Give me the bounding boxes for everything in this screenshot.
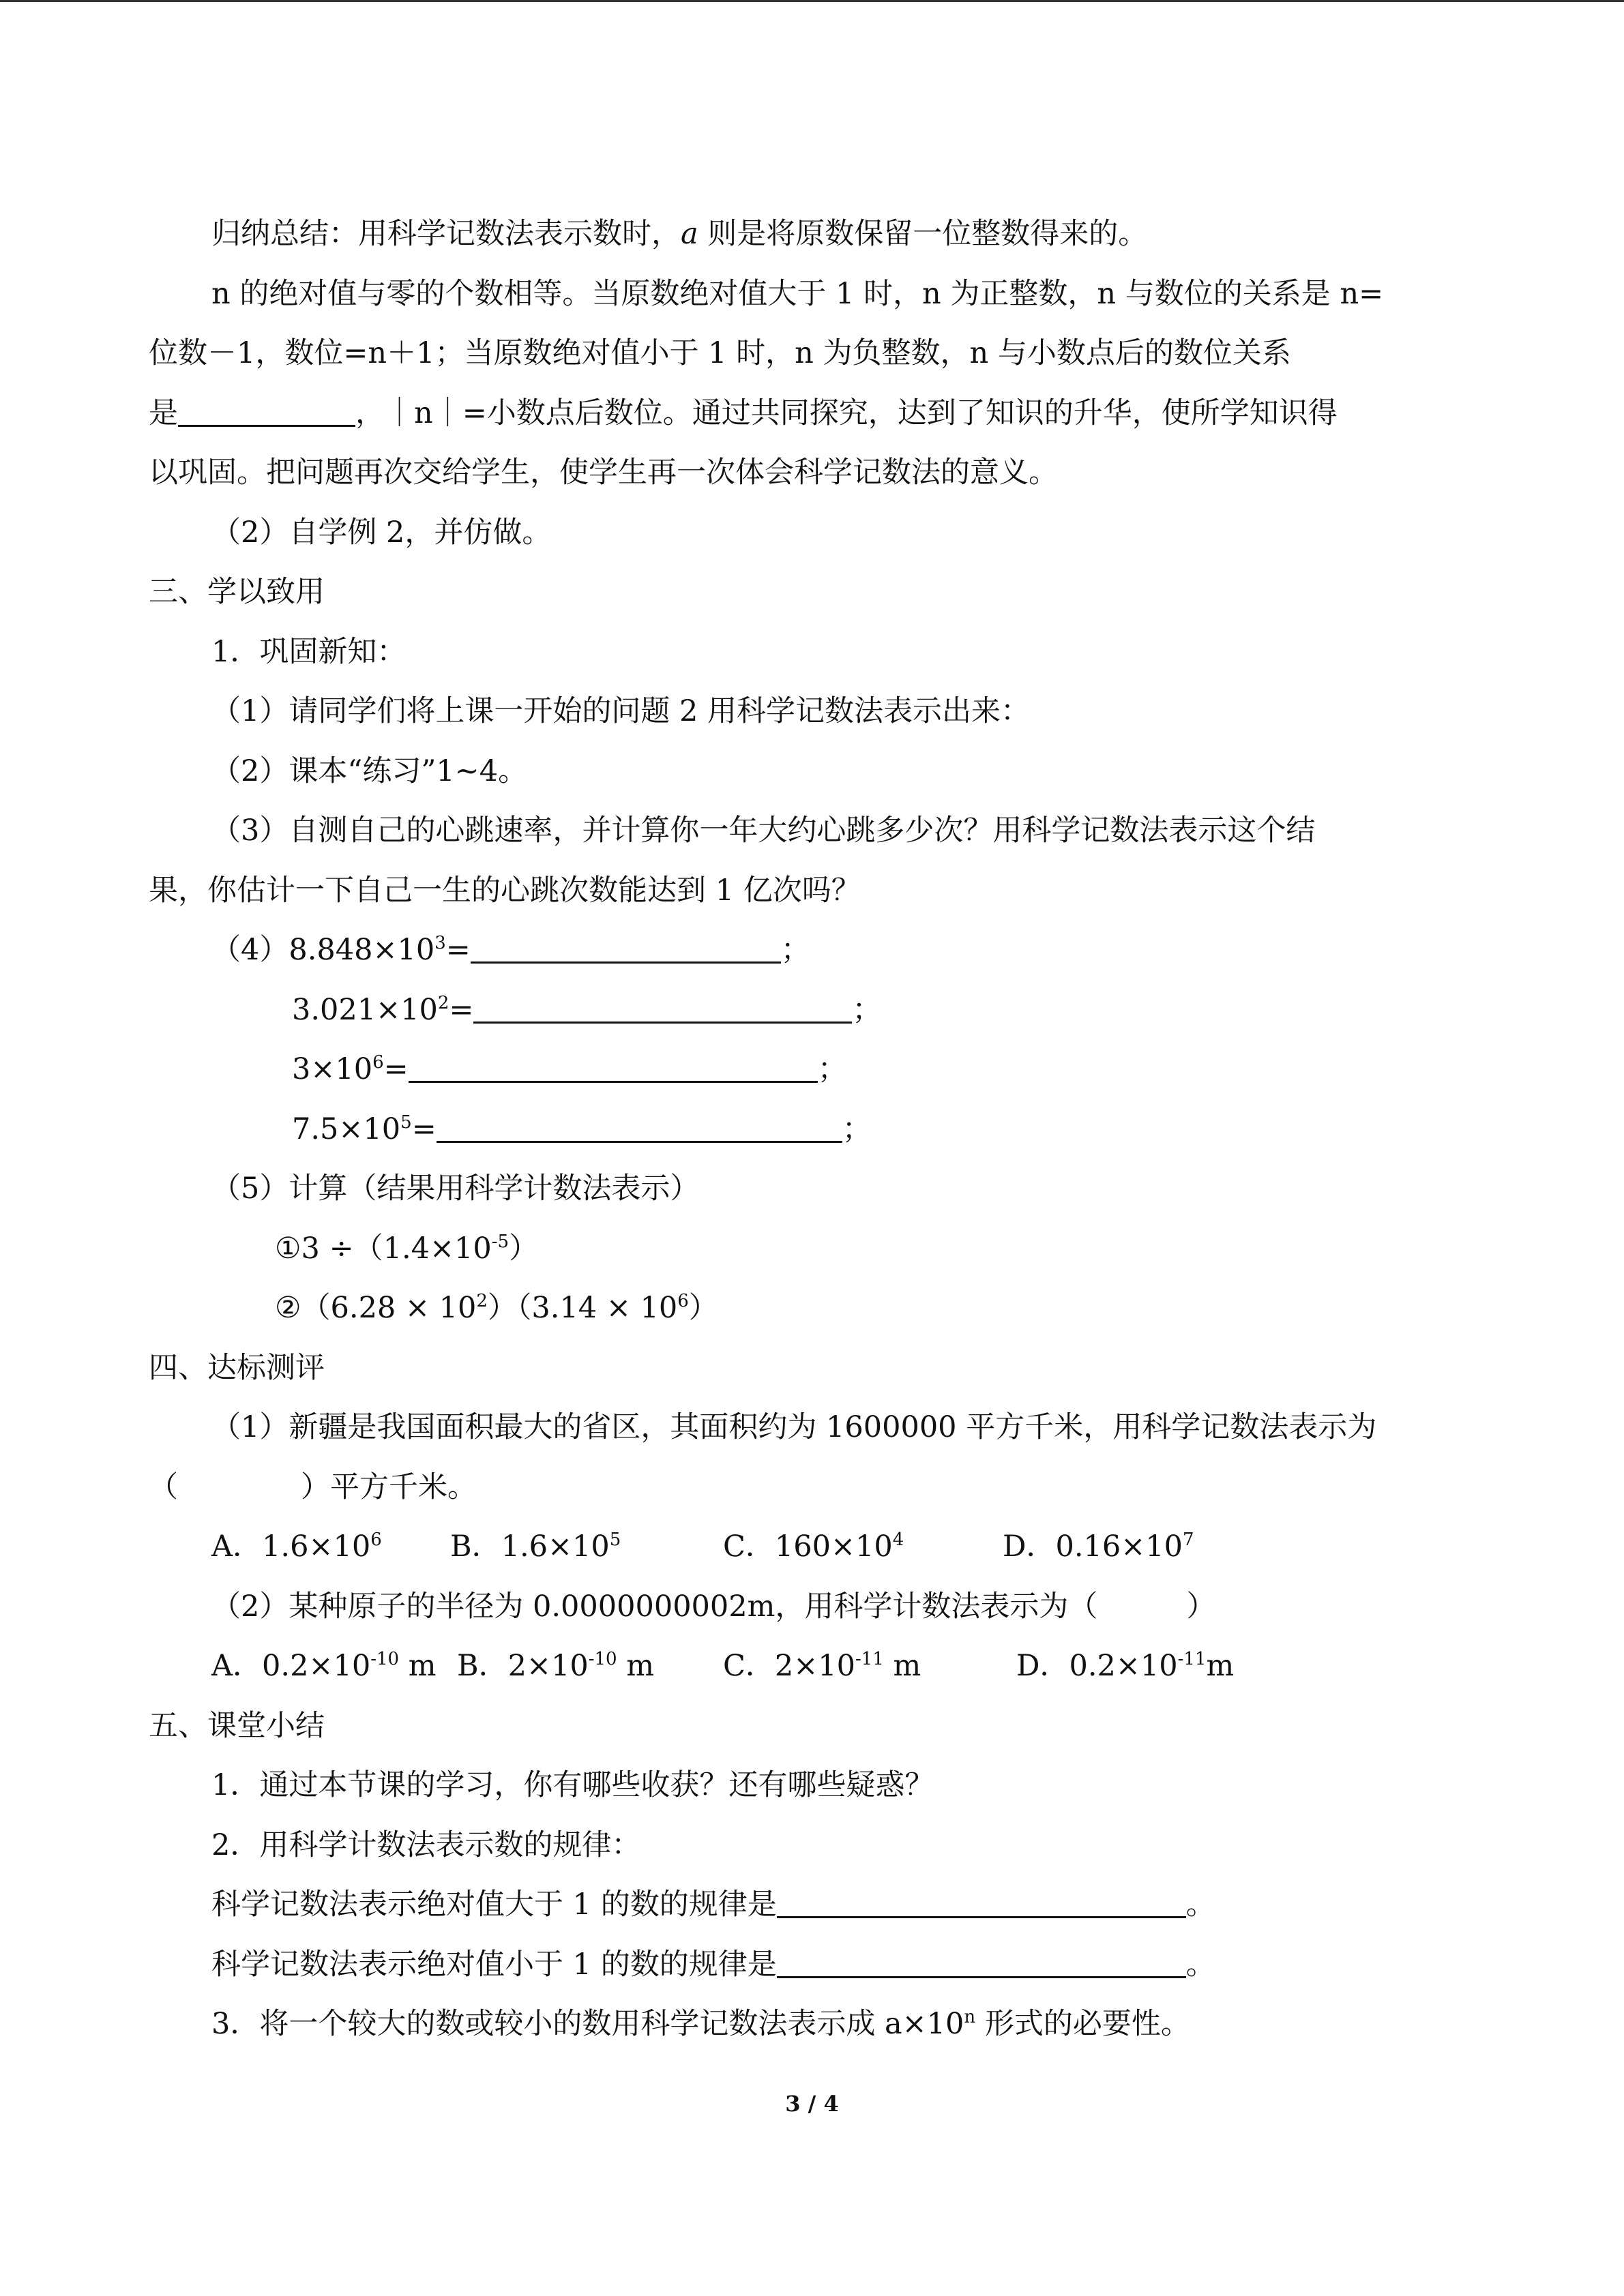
option-c[interactable]: C．$160\times 10^4$ [723, 1530, 904, 1564]
answer-blank[interactable] [437, 1114, 842, 1143]
question: （1）新疆是我国面积最大的省区，其面积约为 1600000 平方千米，用科学记数法表示为 [211, 1410, 1377, 1444]
question-continued: 果，你估计一下自己一生的心跳次数能达到 1 亿次吗？ [149, 873, 861, 908]
answer-blank[interactable] [178, 398, 355, 427]
summary-item: 2．用科学计数法表示数的规律： [211, 1828, 641, 1862]
question: （5）计算（结果用科学计数法表示） [211, 1172, 700, 1206]
answer-blank[interactable] [777, 1949, 1186, 1978]
section-heading: 五、课堂小结 [149, 1708, 325, 1743]
answer-blank[interactable] [409, 1054, 818, 1083]
choice-row [149, 1517, 1479, 1577]
question: （3）自测自己的心跳速率，并计算你一年大约心跳多少次？用科学记数法表示这个结 [211, 814, 1316, 848]
rule-line: 科学记数法表示绝对值小于 1 的数的规律是 。 [211, 1947, 1215, 1982]
calc-item: ②（6.28 × $10^2)(3.14 \times 10^6)$ [275, 1291, 718, 1325]
answer-blank[interactable] [777, 1889, 1186, 1918]
rule-line: 科学记数法表示绝对值大于 1 的数的规律是 。 [211, 1888, 1215, 1922]
question-continued: （ ）平方千米。 [149, 1470, 477, 1504]
page-number: 3 / 4 [785, 2091, 839, 2117]
option-b[interactable]: B．$1.6\times 10^5$ [450, 1530, 621, 1564]
question: （2）某种原子的半径为 0.0000000002m，用科学计数法表示为（ ） [211, 1589, 1216, 1624]
summary-line: 归纳总结：用科学记数法表示数时，a 则是将原数保留一位整数得来的。 [211, 217, 1148, 251]
paragraph-line: n 的绝对值与零的个数相等。当原数绝对值大于 1 时，n 为正整数，n 与数位的关系是 n= [211, 276, 1384, 311]
answer-blank[interactable] [471, 934, 781, 964]
section-heading: 四、达标测评 [149, 1350, 325, 1385]
summary-item: 1．通过本节课的学习，你有哪些收获？还有哪些疑惑？ [211, 1768, 934, 1802]
conversion-row: $3.021\times 10^2=$ ； [292, 992, 882, 1027]
choice-row [149, 1637, 1479, 1697]
option-a[interactable]: A．$1.6\times 10^6$ [211, 1530, 382, 1564]
conversion-row: $(4)8.848\times 10^3=$ ； [211, 933, 810, 967]
calc-item: ①3 $\div(1.4\times 10^{-5})$ [275, 1231, 539, 1266]
option-a[interactable]: A．$0.2\times 10^{-10}$ m [211, 1649, 437, 1683]
option-c[interactable]: C．$2\times 10^{-11}$ m [723, 1649, 921, 1683]
section-heading: 三、学以致用 [149, 575, 325, 609]
summary-item: 3．将一个较大的数或较小的数用科学记数法表示成 $a\times 10^n$ 形式的必要性。 [211, 2007, 1190, 2041]
self-study-item: （2）自学例 2，并仿做。 [211, 515, 552, 550]
option-d[interactable]: D．$0.2\times 10^{-11}m$ [1016, 1649, 1235, 1683]
option-d[interactable]: D．$0.16\times 10^7$ [1003, 1530, 1194, 1564]
conversion-row: $3\times 10^6=$ ； [292, 1052, 847, 1086]
paragraph-line: 位数－1，数位=n＋1；当原数绝对值小于 1 时，n 为负整数，n 与小数点后的数位关系 [149, 336, 1291, 370]
question: （1）请同学们将上课一开始的问题 2 用科学记数法表示出来： [211, 694, 1031, 728]
document-body [149, 205, 1479, 2055]
top-border [0, 0, 1624, 2]
paragraph-line: 是 ，｜n｜=小数点后数位。通过共同探究，达到了知识的升华，使所学知识得 [149, 396, 1338, 430]
subheading: 1．巩固新知： [211, 634, 407, 669]
paragraph-line: 以巩固。把问题再次交给学生，使学生再一次体会科学记数法的意义。 [149, 456, 1058, 490]
question: （2）课本“练习”1~4。 [211, 754, 528, 788]
answer-blank[interactable] [473, 994, 852, 1024]
option-b[interactable]: B．$2\times 10^{-10}$ m [457, 1649, 655, 1683]
conversion-row: $7.5\times 10^5=$ ； [292, 1112, 872, 1146]
